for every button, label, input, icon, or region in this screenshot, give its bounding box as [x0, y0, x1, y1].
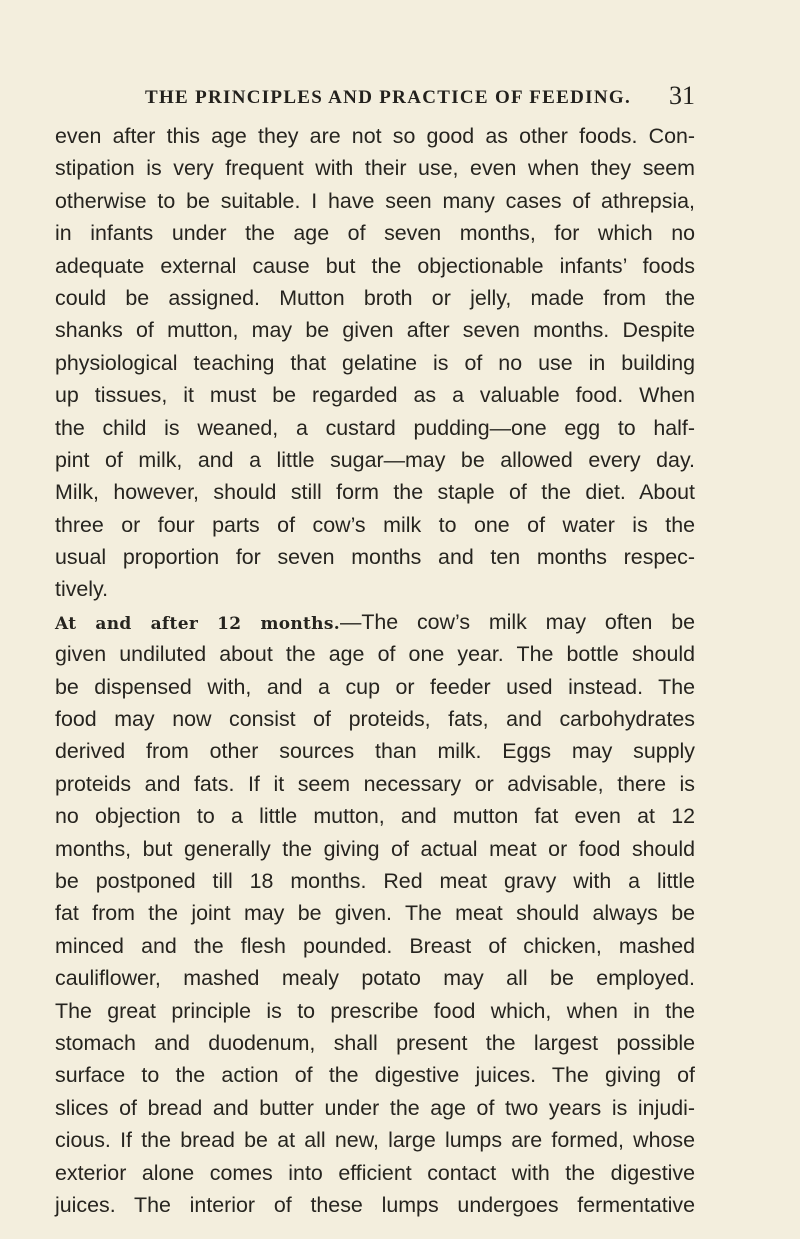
text-line: given undiluted about the age of one year. The bottle should — [55, 642, 695, 667]
text-line: minced and the flesh pounded. Breast of chicken, mashed — [55, 933, 695, 958]
text-line: slices of bread and butter under the age of two years is injudi- — [55, 1095, 695, 1120]
text-line: physiological teaching that gelatine is of no use in building — [55, 350, 695, 375]
text-line: cious. If the bread be at all new, large lumps are formed, whose — [55, 1128, 695, 1153]
text-line: exterior alone comes into efficient contact with the digestive — [55, 1160, 695, 1185]
text-line: even after this age they are not so good as other foods. Con- — [55, 124, 695, 148]
running-title: THE PRINCIPLES AND PRACTICE OF FEEDING. — [145, 87, 631, 108]
text-line: stipation is very frequent with their use, even when they seem — [55, 156, 695, 181]
text-line: usual proportion for seven months and ten months respec- — [55, 545, 695, 570]
text-line: be dispensed with, and a cup or feeder used instead. The — [55, 674, 695, 699]
text-line: juices. The interior of these lumps undergoes fermentative — [55, 1192, 695, 1217]
text-line: pint of milk, and a little sugar—may be allowed every day. — [55, 447, 695, 472]
text-line: could be assigned. Mutton broth or jelly, made from the — [55, 285, 695, 310]
text-line: shanks of mutton, may be given after seven months. Despite — [55, 318, 695, 343]
text-line: surface to the action of the digestive juices. The giving of — [55, 1063, 695, 1088]
text-line: proteids and fats. If it seem necessary or advisable, there is — [55, 771, 695, 796]
text-line: derived from other sources than milk. Eggs may supply — [55, 739, 695, 764]
section-first-line — [55, 606, 695, 638]
text-line: Milk, however, should still form the staple of the diet. About — [55, 480, 695, 505]
running-head — [145, 81, 695, 115]
text-line: the child is weaned, a custard pudding—one egg to half- — [55, 415, 695, 440]
text-line: The great principle is to prescribe food which, when in the — [55, 998, 695, 1023]
text-line: cauliflower, mashed mealy potato may all be employed. — [55, 966, 695, 991]
text-line: be postponed till 18 months. Red meat gravy with a little — [55, 868, 695, 893]
section-heading: At and after 12 months. — [55, 613, 340, 634]
text-line: food may now consist of proteids, fats, and carbohydrates — [55, 707, 695, 732]
text-line: adequate external cause but the objectionable infants’ foods — [55, 253, 695, 278]
text-line: three or four parts of cow’s milk to one of water is the — [55, 512, 695, 537]
text-line: fat from the joint may be given. The meat should always be — [55, 901, 695, 926]
text-line: stomach and duodenum, shall present the largest possible — [55, 1030, 695, 1055]
text-line: no objection to a little mutton, and mutton fat even at 12 — [55, 804, 695, 829]
page-number: 31 — [669, 81, 695, 110]
text-line: otherwise to be suitable. I have seen many cases of athrepsia, — [55, 188, 695, 213]
section-first-line-text: —The cow’s milk may often be — [339, 609, 695, 634]
text-line: tively. — [55, 577, 109, 602]
text-line: in infants under the age of seven months, for which no — [55, 221, 695, 246]
text-line: months, but generally the giving of actual meat or food should — [55, 836, 695, 861]
text-line: up tissues, it must be regarded as a valuable food. When — [55, 383, 695, 408]
body-text — [55, 120, 695, 1221]
